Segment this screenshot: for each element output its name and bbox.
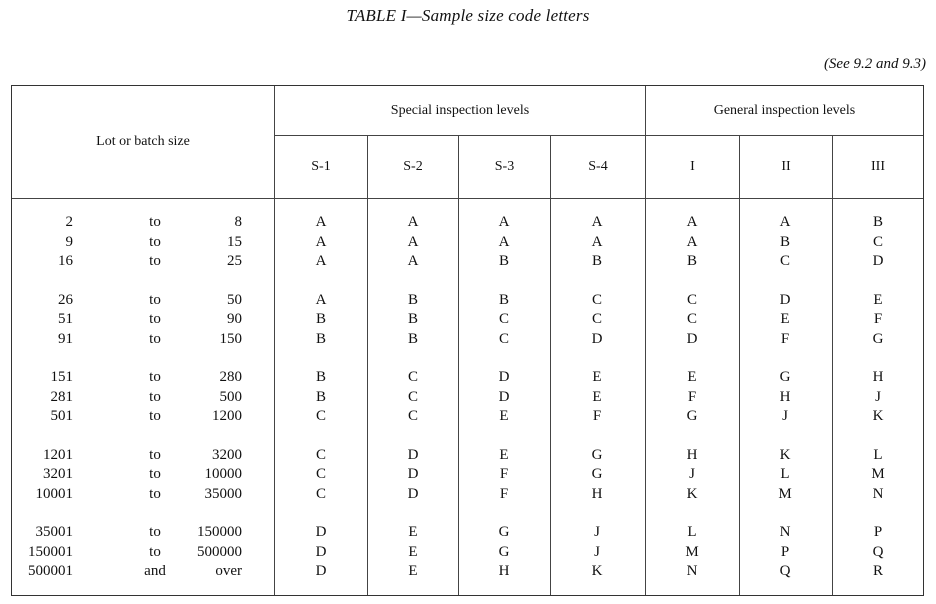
col-header-s4: S-4 [588, 159, 608, 174]
code-letter-ii: J [782, 408, 788, 424]
table-row [12, 368, 925, 388]
code-letter-i: G [686, 408, 698, 424]
code-letter-iii: B [872, 214, 883, 230]
lot-size-from: 26 [58, 291, 73, 308]
code-letter-iii: R [872, 563, 883, 579]
code-letter-i: A [686, 233, 698, 250]
code-letter-s1: B [315, 311, 326, 327]
section-reference: (See 9.2 and 9.3) [823, 56, 926, 72]
lot-size-from: 3201 [43, 466, 73, 482]
table-row [12, 330, 925, 350]
lot-size-from: 281 [50, 388, 73, 405]
code-letter-s3: F [499, 485, 509, 502]
code-letter-s2: A [407, 214, 419, 230]
col-header-s1: S-1 [311, 159, 331, 174]
code-letter-s3: C [498, 311, 509, 327]
code-letter-s3: E [499, 408, 509, 424]
code-letter-ii: E [780, 311, 790, 327]
lot-size-from: 10001 [35, 485, 73, 502]
lot-size-from: 500001 [28, 563, 73, 579]
col-header-s3: S-3 [494, 159, 515, 174]
code-letter-s3: H [498, 563, 510, 579]
code-letter-s1: A [315, 233, 327, 250]
code-letter-ii: H [779, 388, 791, 405]
code-letter-s4: J [594, 543, 600, 560]
code-letter-iii: N [872, 485, 884, 502]
code-letter-s1: C [315, 408, 326, 424]
lot-size-separator: to [149, 214, 161, 230]
row-group [12, 213, 925, 272]
code-letter-s1: D [315, 524, 327, 540]
code-letter-s4: B [591, 253, 602, 269]
table-row [12, 291, 925, 311]
lot-size-from: 501 [50, 408, 73, 424]
lot-size-separator: to [149, 369, 161, 385]
table-row [12, 562, 925, 582]
table-row [12, 310, 925, 330]
code-letter-i: B [686, 253, 697, 269]
code-letter-s2: B [407, 291, 418, 308]
code-letter-s2: C [407, 408, 418, 424]
lot-size-separator: to [149, 446, 161, 463]
code-letter-s2: E [408, 524, 418, 540]
code-letter-s2: E [408, 563, 418, 579]
code-letter-i: L [687, 524, 697, 540]
special-levels-header: Special inspection levels [390, 102, 530, 118]
code-letter-s4: F [592, 408, 602, 424]
code-letter-i: F [687, 388, 697, 405]
lot-size-to: 15 [227, 233, 242, 250]
code-letter-i: C [686, 311, 697, 327]
code-letter-s3: B [498, 291, 509, 308]
code-letter-iii: C [872, 233, 883, 250]
code-letter-iii: F [873, 311, 883, 327]
lot-size-from: 16 [58, 253, 73, 269]
lot-size-to: 8 [234, 214, 242, 230]
code-letter-ii: P [780, 543, 790, 560]
code-letter-s1: A [315, 214, 327, 230]
code-letter-s3: G [498, 524, 510, 540]
lot-size-from: 91 [58, 330, 73, 347]
code-letter-iii: H [872, 369, 884, 385]
code-letter-i: J [689, 466, 695, 482]
code-letter-i: M [685, 543, 699, 560]
lot-size-separator: to [149, 388, 161, 405]
code-letter-s3: D [498, 388, 510, 405]
code-letter-s2: A [407, 233, 419, 250]
table-row [12, 485, 925, 505]
lot-size-from: 9 [65, 233, 73, 250]
code-letter-iii: Q [872, 543, 884, 560]
code-letter-s4: D [591, 330, 603, 347]
code-letter-ii: L [780, 466, 790, 482]
lot-size-to: 1200 [212, 408, 242, 424]
table-row [12, 523, 925, 543]
code-letter-s4: J [594, 524, 600, 540]
code-letter-s1: A [315, 253, 327, 269]
lot-size-from: 1201 [43, 446, 73, 463]
lot-size-separator: to [149, 233, 161, 250]
code-letter-iii: E [873, 291, 883, 308]
code-letter-ii: M [778, 485, 792, 502]
code-letter-s2: E [408, 543, 418, 560]
code-letter-i: D [686, 330, 698, 347]
code-letter-ii: K [779, 446, 791, 463]
code-letter-i: K [686, 485, 698, 502]
code-letter-s3: G [498, 543, 510, 560]
lot-size-from: 150001 [28, 543, 73, 560]
row-group [12, 446, 925, 505]
lot-size-separator: and [144, 563, 166, 579]
table-row [12, 233, 925, 253]
col-header-ii: II [781, 159, 791, 174]
code-letter-s4: C [591, 311, 602, 327]
code-letter-s2: B [407, 330, 418, 347]
lot-size-to: over [215, 563, 242, 579]
code-letter-s1: B [315, 388, 326, 405]
lot-size-separator: to [149, 524, 161, 540]
code-letter-i: C [686, 291, 697, 308]
lot-size-to: 3200 [212, 446, 242, 463]
col-header-i: I [690, 159, 695, 174]
code-letter-s4: H [591, 485, 603, 502]
code-letter-iii: M [871, 466, 885, 482]
code-letter-s4: G [591, 446, 603, 463]
lot-size-separator: to [149, 466, 161, 482]
code-letter-s4: A [591, 214, 603, 230]
code-letter-ii: N [779, 524, 791, 540]
code-letter-i: N [686, 563, 698, 579]
code-letter-i: H [686, 446, 698, 463]
table-row [12, 388, 925, 408]
lot-size-header: Lot or batch size [96, 134, 190, 149]
lot-size-to: 500000 [197, 543, 242, 560]
code-letter-s3: A [498, 233, 510, 250]
code-letter-s4: C [591, 291, 602, 308]
code-letter-ii: Q [779, 563, 791, 579]
lot-size-to: 10000 [204, 466, 242, 482]
code-letter-s2: D [407, 446, 419, 463]
lot-size-to: 90 [227, 311, 242, 327]
table-body [12, 213, 925, 582]
lot-size-separator: to [149, 311, 161, 327]
code-letter-s3: C [498, 330, 509, 347]
lot-size-from: 151 [50, 369, 73, 385]
lot-size-separator: to [149, 253, 161, 269]
code-letter-iii: K [872, 408, 884, 424]
lot-size-to: 25 [227, 253, 242, 269]
code-letter-s1: B [315, 330, 326, 347]
code-letter-ii: G [779, 369, 791, 385]
lot-size-from: 51 [58, 311, 73, 327]
lot-size-separator: to [149, 485, 161, 502]
lot-size-separator: to [149, 291, 161, 308]
code-letter-iii: J [875, 388, 881, 405]
header-bottom-rule [12, 198, 923, 199]
code-letter-s1: D [315, 563, 327, 579]
row-group [12, 291, 925, 350]
code-letter-s1: C [315, 446, 326, 463]
table-row [12, 446, 925, 466]
code-letter-i: E [687, 369, 697, 385]
lot-size-to: 280 [219, 369, 242, 385]
table-row [12, 543, 925, 563]
code-letter-s3: B [498, 253, 509, 269]
table-row [12, 465, 925, 485]
code-letter-s2: B [407, 311, 418, 327]
col-header-iii: III [871, 159, 885, 174]
lot-size-from: 2 [65, 214, 73, 230]
lot-size-separator: to [149, 330, 161, 347]
code-letter-iii: G [872, 330, 884, 347]
code-letter-ii: C [779, 253, 790, 269]
col-header-s2: S-2 [403, 159, 423, 174]
table-row [12, 213, 925, 233]
code-letter-s4: E [592, 369, 602, 385]
lot-size-separator: to [149, 408, 161, 424]
code-letter-iii: P [873, 524, 883, 540]
code-letter-i: A [686, 214, 698, 230]
code-letter-s4: E [592, 388, 602, 405]
code-letter-s4: G [591, 466, 603, 482]
general-levels-header: General inspection levels [713, 102, 856, 118]
lot-size-to: 150 [219, 330, 242, 347]
lot-size-to: 35000 [204, 485, 242, 502]
code-letter-iii: L [873, 446, 883, 463]
code-letter-s1: D [315, 543, 327, 560]
lot-size-separator: to [149, 543, 161, 560]
code-letter-s2: C [407, 388, 418, 405]
lot-size-to: 150000 [197, 524, 242, 540]
lot-size-from: 35001 [35, 524, 73, 540]
code-letter-s1: C [315, 466, 326, 482]
code-letter-s3: E [499, 446, 509, 463]
sample-size-table [11, 85, 924, 596]
code-letter-s2: D [407, 485, 419, 502]
code-letter-ii: F [780, 330, 790, 347]
code-letter-ii: A [779, 214, 791, 230]
code-letter-iii: D [872, 253, 884, 269]
code-letter-s2: D [407, 466, 419, 482]
code-letter-s1: A [315, 291, 327, 308]
lot-size-to: 500 [219, 388, 242, 405]
code-letter-s3: A [498, 214, 510, 230]
row-group [12, 523, 925, 582]
row-group [12, 368, 925, 427]
code-letter-s2: C [407, 369, 418, 385]
code-letter-s3: F [499, 466, 509, 482]
code-letter-s4: K [591, 563, 603, 579]
code-letter-s1: C [315, 485, 326, 502]
code-letter-s3: D [498, 369, 510, 385]
table-row [12, 407, 925, 427]
table-row [12, 252, 925, 272]
code-letter-s4: A [591, 233, 603, 250]
table-title: TABLE I—Sample size code letters [346, 6, 590, 25]
code-letter-ii: B [779, 233, 790, 250]
code-letter-ii: D [779, 291, 791, 308]
code-letter-s2: A [407, 253, 419, 269]
lot-size-to: 50 [227, 291, 242, 308]
code-letter-s1: B [315, 369, 326, 385]
